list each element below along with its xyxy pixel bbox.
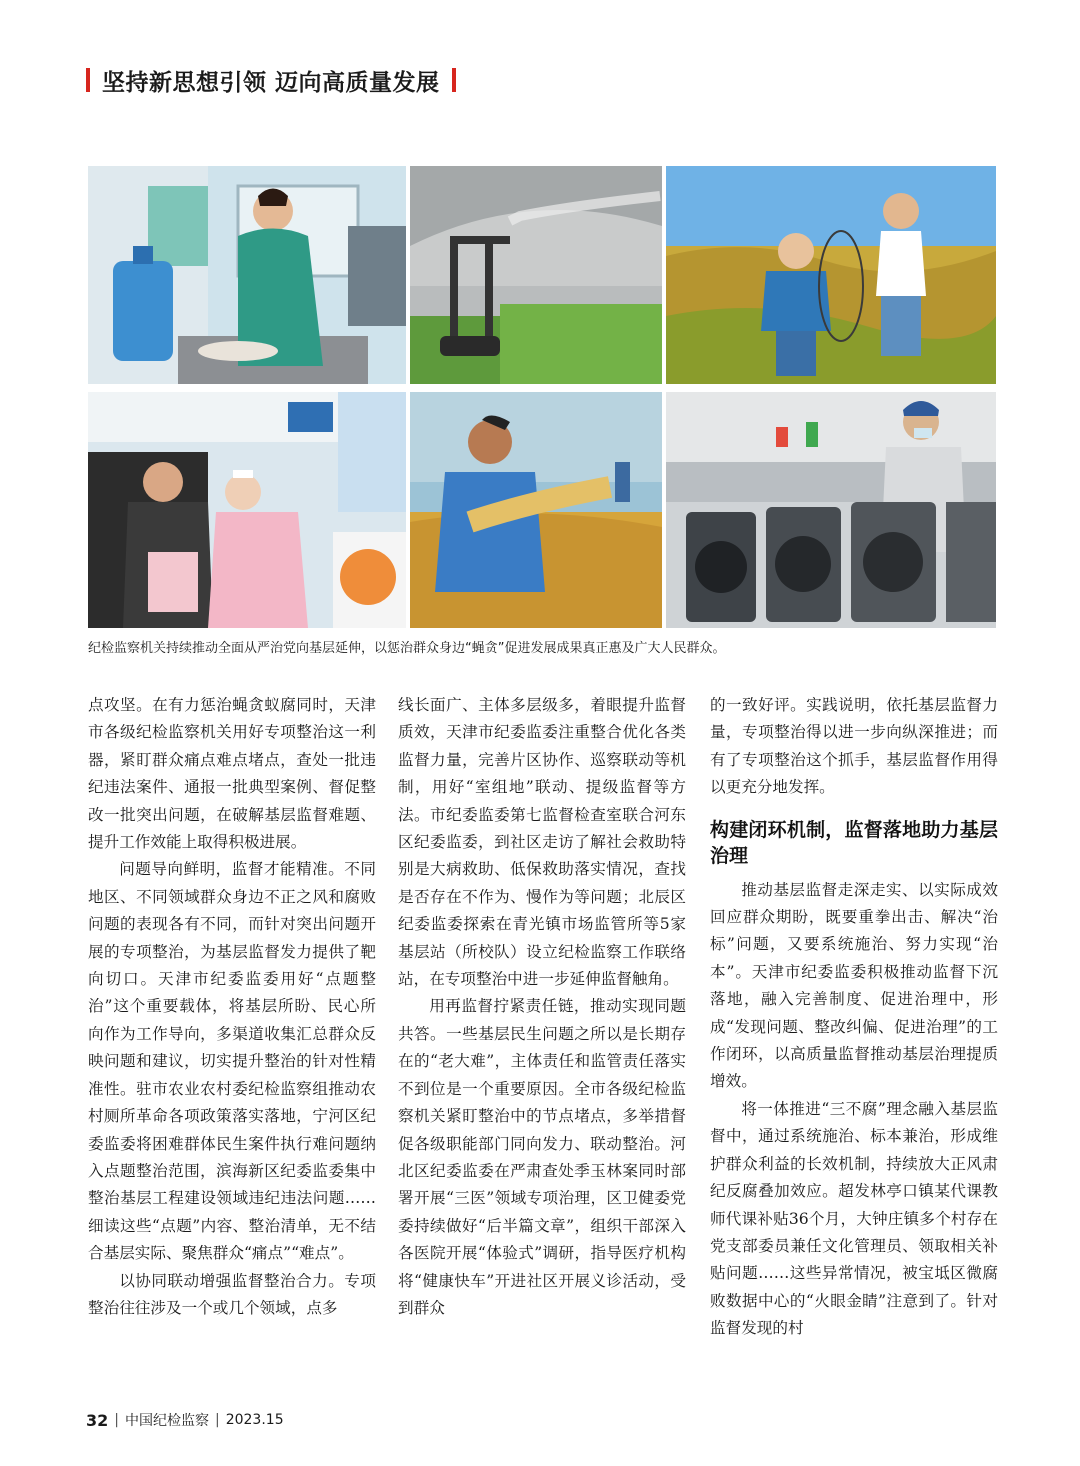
issue-number: 2023.15 xyxy=(225,1412,284,1428)
footer-separator: | xyxy=(114,1412,119,1428)
page-footer xyxy=(86,1410,284,1430)
body-column-2 xyxy=(398,692,686,1322)
paragraph: 以协同联动增强监督整治合力。专项整治往往涉及一个或几个领域，点多 xyxy=(88,1271,376,1317)
footer-separator: | xyxy=(214,1412,220,1428)
header-left-bar xyxy=(86,68,90,92)
paragraph: 用再监督拧紧责任链，推动实现同题共答。一些基层民生问题之所以是长期存在的“老大难”，主体责任和监管责任落实不到位是一个重要原因。全市各级纪检监察机关紧盯整治中的节点堵点，多举措督促各级职能部门同向发力、联动整治。河北区纪委监委在严肃查处季玉林案同时部署开展“三医”领域专项治理，区卫健委党委持续做好“后半篇文章”，组织干部深入各医院开展“体验式”调研，指导医疗机构将“健康快车”开进社区开展义诊活动，受到群众 xyxy=(398,997,686,1317)
photo-collage xyxy=(88,166,996,628)
section-subheading: 构建闭环机制，监督落地助力基层治理 xyxy=(710,818,998,867)
nurse-clinic-child-photo xyxy=(88,392,406,628)
paragraph: 将一体推进“三不腐”理念融入基层监督中，通过系统施治、标本兼治，形成维护群众利益的长效机制，持续放大正风肃纪反腐叠加效应。超发林亭口镇某代课教师代课补贴36个月，大钟庄镇多个村存在党支部委员兼任文化管理员、领取相关补贴问题……这些异常情况，被宝坻区微腐败数据中心的“火眼金睛”注意到了。针对监督发现的村 xyxy=(710,1099,998,1338)
page-number: 32 xyxy=(86,1410,109,1430)
body-column-3 xyxy=(710,692,998,1343)
paragraph: 的一致好评。实践说明，依托基层监督力量，专项整治得以进一步向纵深推进；而有了专项整治这个抓手，基层监督作用得以更充分地发挥。 xyxy=(710,696,998,797)
paragraph: 线长面广、主体多层级多，着眼提升监督质效，天津市纪委监委注重整合优化各类监督力量，完善片区协作、巡察联动等机制，用好“室组地”联动、提级监督等方法。市纪委监委第七监督检查室联合河东区纪委监委，到社区走访了解社会救助特别是大病救助、低保救助落实情况，查找是否存在不作为、慢作为等问题；北辰区纪委监委探索在青光镇市场监管所等5家基层站（所校队）设立纪检监察工作联络站，在专项整治中进一步延伸监督触角。 xyxy=(398,696,686,989)
section-header xyxy=(86,64,456,96)
magazine-name: 中国纪检监察 xyxy=(124,1413,209,1429)
children-in-rice-field-photo xyxy=(666,166,996,384)
section-title: 坚持新思想引领 迈向高质量发展 xyxy=(102,69,440,96)
elderly-woman-washing-vegetables-photo xyxy=(88,166,406,384)
body-column-1 xyxy=(88,692,376,1322)
farmer-harvest-wheat-photo xyxy=(410,392,662,628)
factory-washing-machine-worker-photo xyxy=(666,392,996,628)
header-right-bar xyxy=(452,68,456,92)
paragraph: 问题导向鲜明，监督才能精准。不同地区、不同领域群众身边不正之风和腐败问题的表现各有不同，而针对突出问题开展的专项整治，为基层监督发力提供了靶向切口。天津市纪委监委用好“点题整治”这个重要载体，将基层所盼、民心所向作为工作导向，多渠道收集汇总群众反映问题和建议，切实提升整治的针对性精准性。驻市农业农村委纪检监察组推动农村厕所革命各项政策落实落地，宁河区纪委监委将困难群体民生案件执行难问题纳入点题整治范围，滨海新区纪委监委集中整治基层工程建设领域违纪违法问题……细读这些“点题”内容、整治清单，无不结合基层实际、聚焦群众“痛点”“难点”。 xyxy=(88,860,376,1263)
photo-caption: 纪检监察机关持续推动全面从严治党向基层延伸，以惩治群众身边“蝇贪”促进发展成果真正惠及广大人民群众。 xyxy=(88,641,726,656)
paragraph: 推动基层监督走深走实、以实际成效回应群众期盼，既要重拳出击、解决“治标”问题，又要系统施治、努力实现“治本”。天津市纪委监委积极推动监督下沉落地，融入完善制度、促进治理中，形成“发现问题、整改纠偏、促进治理”的工作闭环，以高质量监督推动基层治理提质增效。 xyxy=(710,880,998,1091)
farm-spraying-robot-photo xyxy=(410,166,662,384)
paragraph: 点攻坚。在有力惩治蝇贪蚁腐同时，天津市各级纪检监察机关用好专项整治这一利器，紧盯群众痛点难点堵点，查处一批违纪违法案件、通报一批典型案例、督促整改一批突出问题，在破解基层监督难题、提升工作效能上取得积极进展。 xyxy=(88,696,376,852)
